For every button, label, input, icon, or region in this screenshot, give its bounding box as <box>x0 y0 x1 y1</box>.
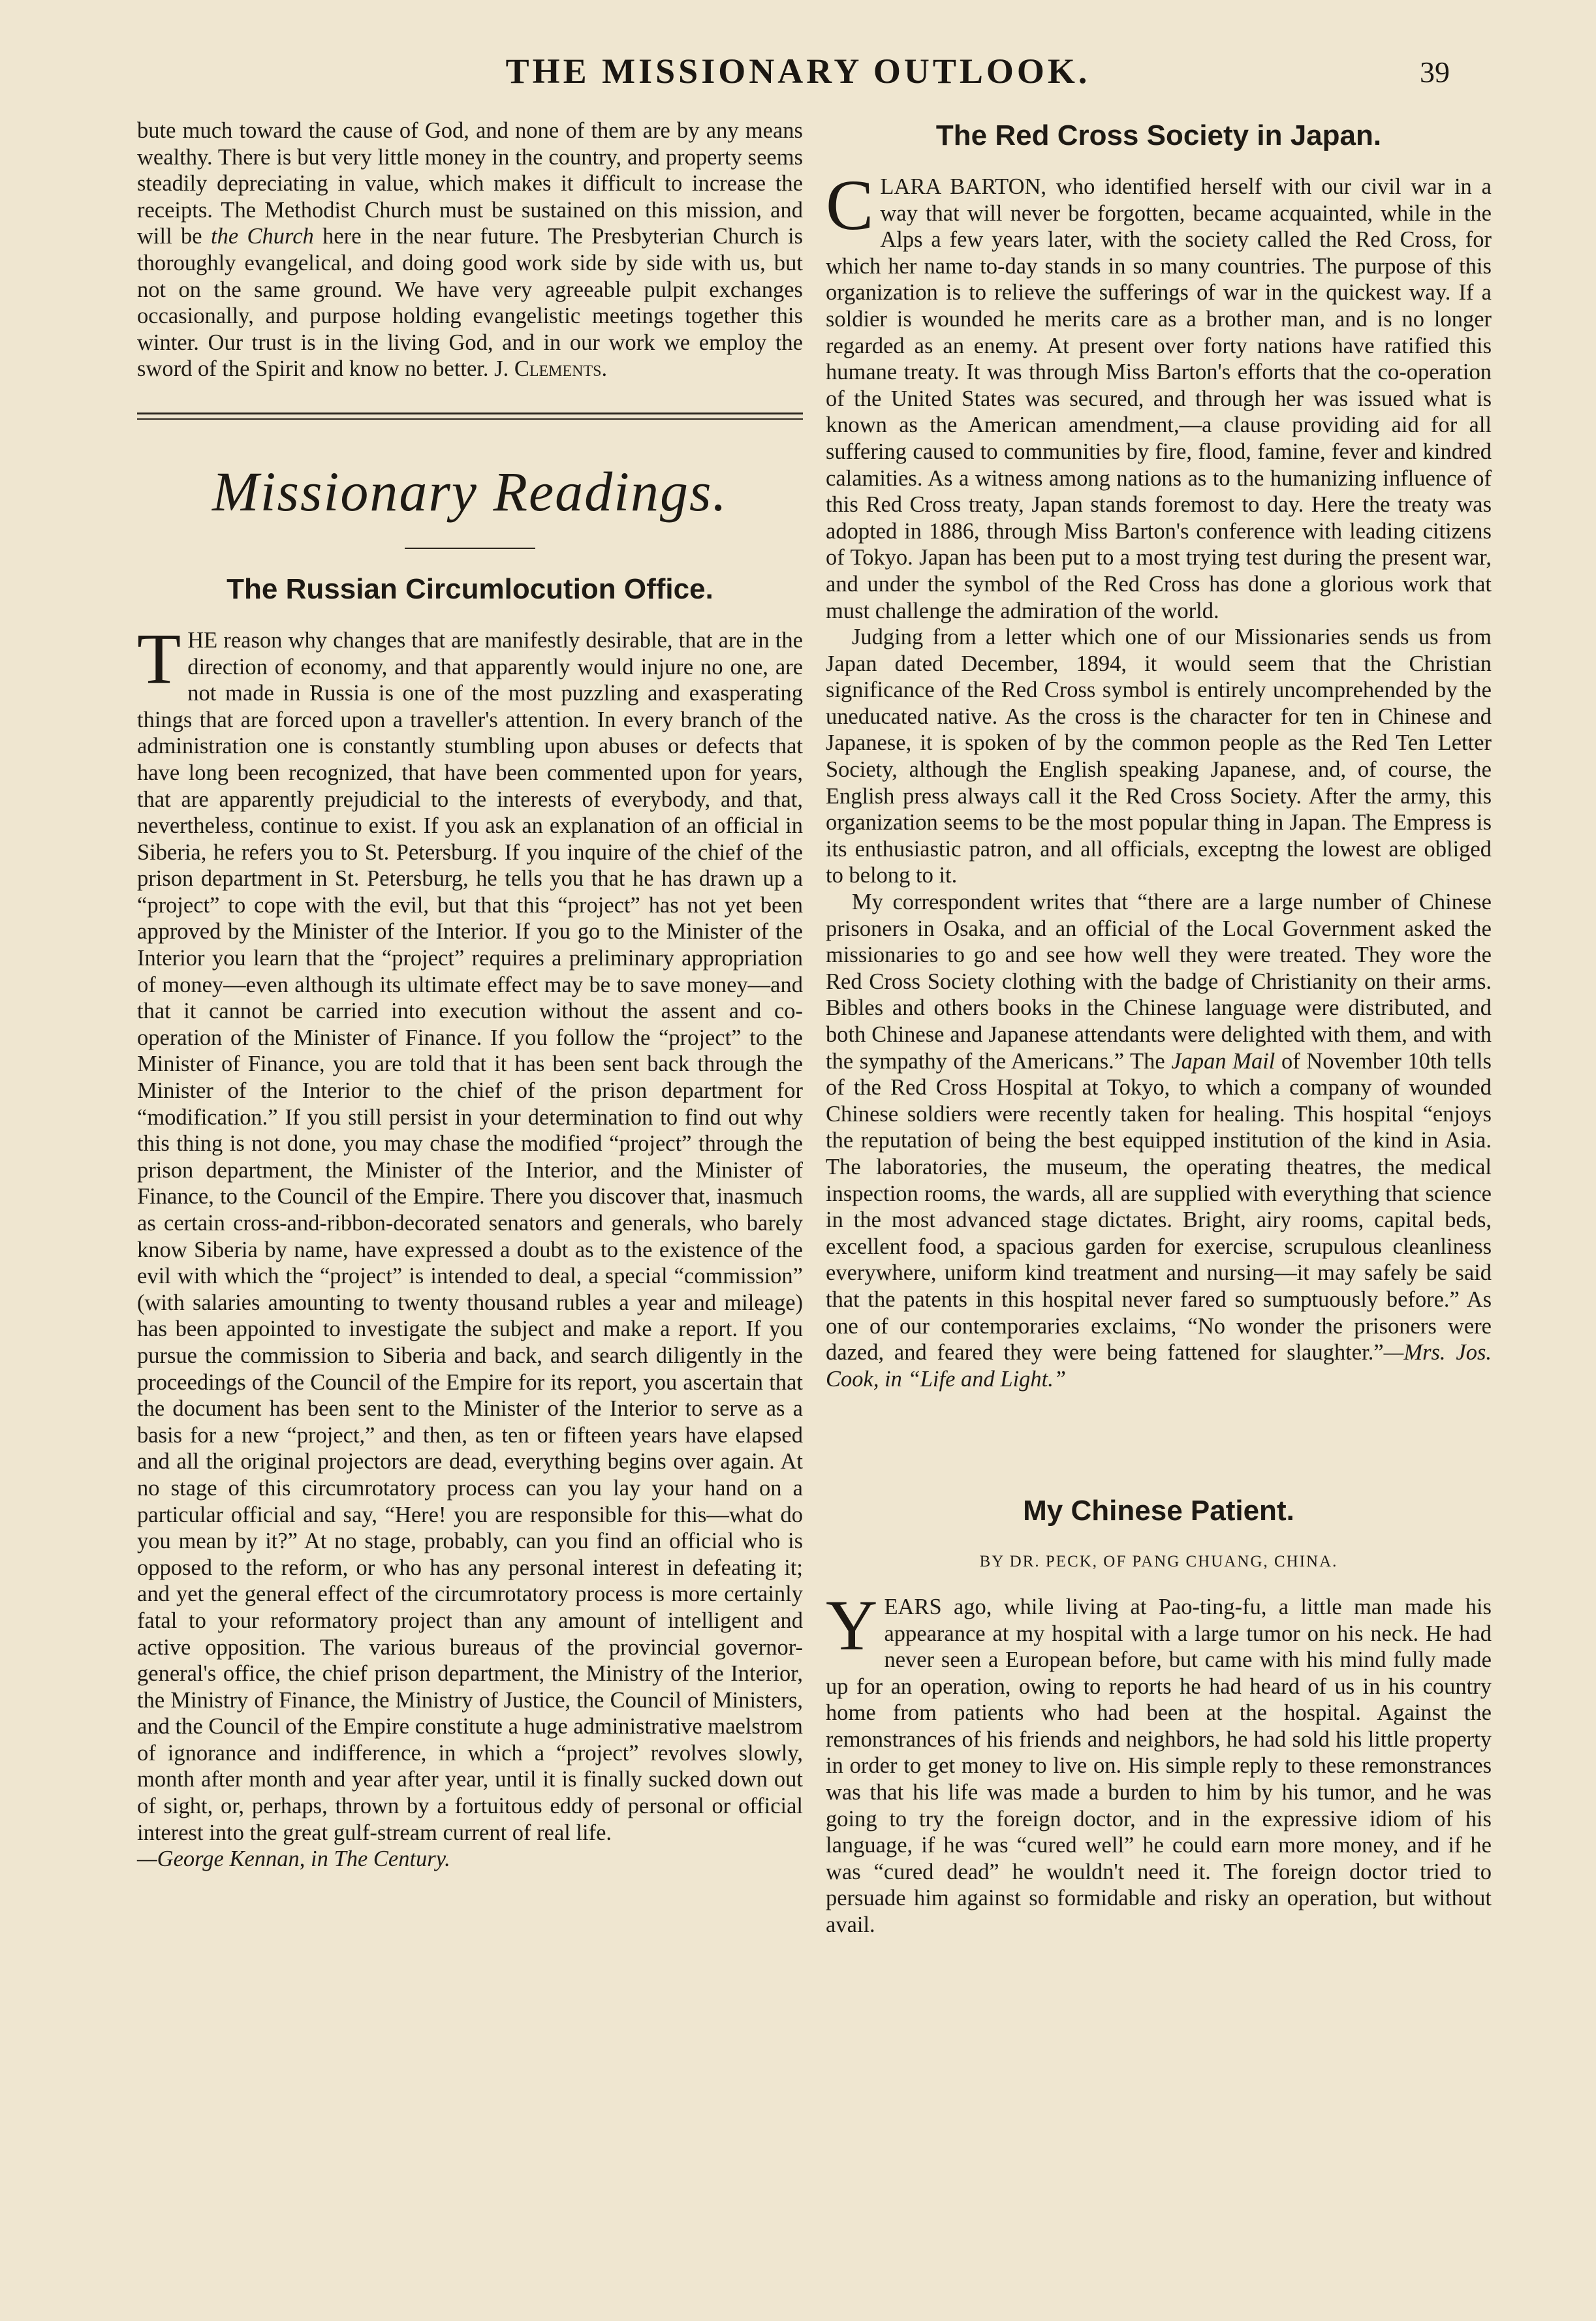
left-column <box>137 117 803 1873</box>
red-cross-p1 <box>826 165 1492 624</box>
journal-title: THE MISSIONARY OUTLOOK. <box>505 52 1091 91</box>
red-cross-p3 <box>826 889 1492 1392</box>
page-number: 39 <box>1420 55 1450 89</box>
masthead <box>0 51 1596 97</box>
article-gap <box>826 1392 1492 1471</box>
red-cross-credit: —Mrs. Jos. Cook, in “Life and Light.” <box>826 1340 1492 1392</box>
red-cross-p3-text: My correspondent writes that “there are a large number of Chinese prisoners in Osaka, and an official of the Local Government asked the missionaries to go and see how well they were treated. They wore the Red Cross Society clothing with the badge of Christianity on their arms. Bibles and others books in the Chinese language were distributed, and both Chinese and Japanese attendants were delighted with them, and with the sympathy of the Americans.” The <box>826 890 1492 1074</box>
section-title: Missionary Readings. <box>211 460 728 523</box>
article-title-chinese-patient: My Chinese Patient. <box>1023 1495 1294 1527</box>
red-cross-p1-text: LARA BARTON, who identified herself with our civil war in a way that will never be forgotten, became acquainted, while in the Alps a few years later, with the society called the Red Cross, for which her name to-day stands in so many countries. The purpose of this organization is to relieve the sufferings of war in the quickest way. If a soldier is wounded he merits care as a brother man, and is no longer regarded as an enemy. At present over forty nations have ratified this humane treaty. It was through Miss Barton's efforts that the co-operation of the United States was secured, and through her was issued what is known as the American amendment,—a clause providing aid for all suffering caused to communities by fire, flood, famine, fever and kindred calamities. As a witness among nations as to the humanizing influence of this Red Cross treaty, Japan stands foremost to day. Here the treaty was adopted in 1886, through Miss Barton's conference with leading citizens of Tokyo. Japan has been put to a most trying test during the present war, and under the symbol of the Red Cross has done a glorious work that must challenge the admiration of the world. <box>826 174 1492 623</box>
article-title-russian: The Russian Circumlocution Office. <box>227 572 713 605</box>
section-short-rule <box>405 548 535 549</box>
article-body-russian <box>137 618 803 1846</box>
intro-text: bute much toward the cause of God, and none of them are by any means wealthy. There is but very little money in the country, and property seems steadily depreciating in value, which makes it difficult to increase the receipts. The Methodist Church must be sustained on this mission, and will be <box>137 118 803 249</box>
intro-text-cont: here in the near future. The Presbyterian Church is thoroughly evangelical, and doing good work side by side with us, but not on the same ground. We have very agreeable pulpit exchanges occasionally, and purpose holding evangelistic meetings together this winter. Our trust is in the living God, and in our work we employ the sword of the Spirit and know no better. <box>137 224 804 382</box>
article-title-red-cross: The Red Cross Society in Japan. <box>935 119 1382 151</box>
dropcap-y: Y <box>826 1585 878 1665</box>
red-cross-p3-emphasis: Japan Mail <box>1171 1048 1275 1074</box>
byline: BY DR. PECK, OF PANG CHUANG, CHINA. <box>979 1553 1338 1571</box>
dropcap-c: C <box>826 165 874 245</box>
section-divider <box>137 413 803 420</box>
intro-signature: J. Clements. <box>494 356 608 382</box>
article-credit-russian <box>137 1846 803 1873</box>
red-cross-p3-text-cont: of November 10th tells of the Red Cross Hospital at Tokyo, to which a company of wounded Chinese soldiers were recently taken for healing. This hospital “enjoys the reputation of being the best equipped institution of the kind in Asia. The laboratories, the museum, the operating theatres, the medical inspection rooms, the wards, all are supplied with everything that science in the most advanced stage dictates. Bright, airy rooms, capital beds, excellent food, a spacious garden for exercise, scrupulous cleanliness everywhere, uniform kind treatment and nursing—it may safely be said that the patents in this hospital never fared so sumptuously before.” As one of our contemporaries exclaims, “No wonder the prisoners were dazed, and feared they were being fattened for slaughter.” <box>826 1048 1492 1365</box>
red-cross-p2: Judging from a letter which one of our Missionaries sends us from Japan dated December, 1894, it would seem that the Christian significance of the Red Cross symbol is entirely uncomprehended by the uneducated native. As the cross is the character for ten in Chinese and Japanese, it is spoken of by the common people as the Red Ten Letter Society, although the English speaking Japanese, and, of course, the English press always call it the Red Cross Society. After the army, this organization seems to be the most popular thing in Japan. The Empress is its enthusiastic patron, and all officials, exceptng the lowest are obliged to belong to it. <box>826 625 1492 888</box>
intro-emphasis: the Church <box>211 224 314 249</box>
chinese-patient-body <box>826 1585 1492 1939</box>
russian-credit: —George Kennan, in The Century. <box>137 1846 450 1872</box>
chinese-patient-text: EARS ago, while living at Pao-ting-fu, a little man made his appearance at my hospital with a large tumor on his neck. He had never seen a European before, but came with his mind fully made up for an operation, owing to reports he had heard of us in his country home from patients who had been at the hospital. Against the remonstrances of his friends and neighbors, he had sold his little property in order to get money to live on. His simple reply to these remonstrances was that his life was made a burden to him by his tumor, and he was going to try the foreign doctor, and in the expressive idiom of his language, if he was “cured well” he could earn more money, and if he was “cured dead” he wouldn't need it. The foreign doctor tried to persuade him against so formidable and risky an operation, but without avail. <box>826 1594 1492 1938</box>
dropcap-t: T <box>137 618 181 698</box>
intro-paragraph <box>137 117 803 382</box>
right-column <box>826 117 1492 1939</box>
russian-text: HE reason why changes that are manifestly desirable, that are in the direction of economy, and that apparently would injure no one, are not made in Russia is one of the most puzzling and exasperating things that are forced upon a traveller's attention. In every branch of the administration one is constantly stumbling upon abuses or defects that have long been recognized, that have been commented upon for years, that are apparently prejudicial to the interests of everybody, and that, nevertheless, continue to exist. If you ask an explanation of an official in Siberia, he refers you to St. Petersburg. If you inquire of the chief of the prison department in St. Petersburg, he tells you that he has drawn up a “project” to cope with the evil, but that this “project” has not yet been approved by the Minister of the Interior. If you go to the Minister of the Interior you learn that the “project” requires a preliminary appropriation of money—even although its ultimate effect may be to save money—and that it cannot be carried into execution without the assent and co-operation of the Minister of Finance. If you follow the “project” to the Minister of Finance, you are told that it has been sent back through the Minister of the Interior to the chief of the prison department for “modification.” If you still persist in your determination to find out why this thing is not done, you may chase the modified “project” through the prison department, the Minister of the Interior, and the Minister of Finance, to the Council of the Empire. There you discover that, inasmuch as certain cross-and-ribbon-decorated senators and generals, who barely know Siberia by name, have expressed a doubt as to the existence of the evil with which the “project” is intended to deal, a special “commission” (with salaries amounting to twenty thousand rubles a year and mileage) has been appointed to investigate the subject and make a report. If you pursue the commission to Siberia and back, and search diligently in the proceedings of the Council of the Empire for its report, you ascertain that the document has been sent to the Minister of the Interior to serve as a basis for a new “project,” and then, as ten or fifteen years have elapsed and all the original projectors are dead, everything begins over again. At no stage of this circumrotatory process can you lay your hand on a particular official and say, “Here! you are responsible for this—what do you mean by it?” At no stage, probably, can you find an official who is opposed to the reform, or who has any personal interest in defeating it; and yet the general effect of the circumrotatory process is more certainly fatal to your reformatory project than any amount of intelligent and active opposition. The various bureaus of the provincial governor-general's office, the chief prison department, the Ministry of the Interior, the Ministry of Finance, the Ministry of Justice, the Council of Ministers, and the Council of the Empire constitute a huge administrative maelstrom of ignorance and indifference, in which a “project” revolves slowly, month after month and year after year, until it is finally sucked down out of sight, or, perhaps, thrown by a fortuitous eddy of personal or official interest into the great gulf-stream current of real life. <box>137 627 803 1845</box>
